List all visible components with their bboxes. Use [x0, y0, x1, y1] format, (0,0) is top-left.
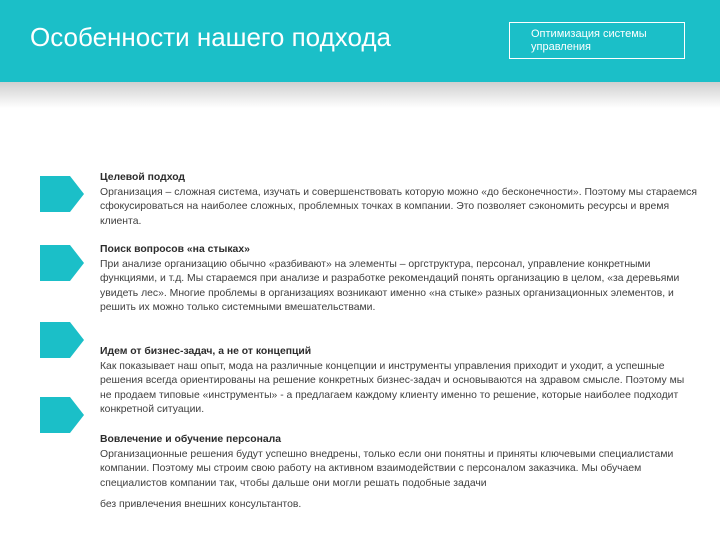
header-shadow — [0, 82, 720, 108]
section-text-last-line: без привлечения внешних консультантов. — [100, 499, 302, 511]
section-title: Целевой подход — [100, 172, 186, 183]
section-text: Организация – сложная система, изучать и совершенствовать которую можно «до бесконечности». Поэтому мы стараемся сфокусироваться на наиболее сложных, проблемных точках в компании. Это позволяет сэкономить ресурсы и время клиента. — [100, 186, 697, 227]
arrow-icon — [40, 393, 84, 437]
section-block — [100, 243, 698, 316]
arrow-icon — [40, 318, 84, 362]
section-block — [100, 345, 698, 418]
section-text: Организационные решения будут успешно внедрены, только если они понятны и приняты ключевыми специалистами компании. Поэтому мы строим свою работу на активном взаимодействии с персоналом заказчика. Мы обучаем специалистов компании так, чтобы дальше они могли решать подобные задачи — [100, 448, 674, 489]
arrow-icon — [40, 241, 84, 285]
section-tag-label: Оптимизация системы управления — [531, 28, 647, 53]
page-title: Особенности нашего подхода — [30, 22, 391, 52]
arrow-icon — [40, 172, 84, 216]
section-tag-box — [509, 22, 685, 59]
section-block — [100, 171, 698, 229]
section-text: При анализе организацию обычно «разбивают» на элементы – оргструктура, персонал, управление конкретными функциями, и т.д. Мы стараемся при анализе и разработке рекомендаций понять организацию в целом, «за деревьями увидеть лес». Многие проблемы в организациях возникают именно «на стыке» разных организационных элементов, и решить их можно только системными вмешательствами. — [100, 258, 680, 314]
section-text: Как показывает наш опыт, мода на различные концепции и инструменты управления приходит и уходит, а успешные решения всегда ориентированы на решение конкретных бизнес-задач и основываются на здравом смысле. Поэтому мы не продаем типовые «инструменты» - а предлагаем каждому клиенту именно то решение, которые наиболее подходит конкретной ситуации. — [100, 360, 685, 416]
section-title: Вовлечение и обучение персонала — [100, 434, 282, 445]
section-title: Поиск вопросов «на стыках» — [100, 244, 250, 255]
header-band — [0, 0, 720, 82]
section-block — [100, 433, 698, 513]
section-title: Идем от бизнес-задач, а не от концепций — [100, 346, 312, 357]
